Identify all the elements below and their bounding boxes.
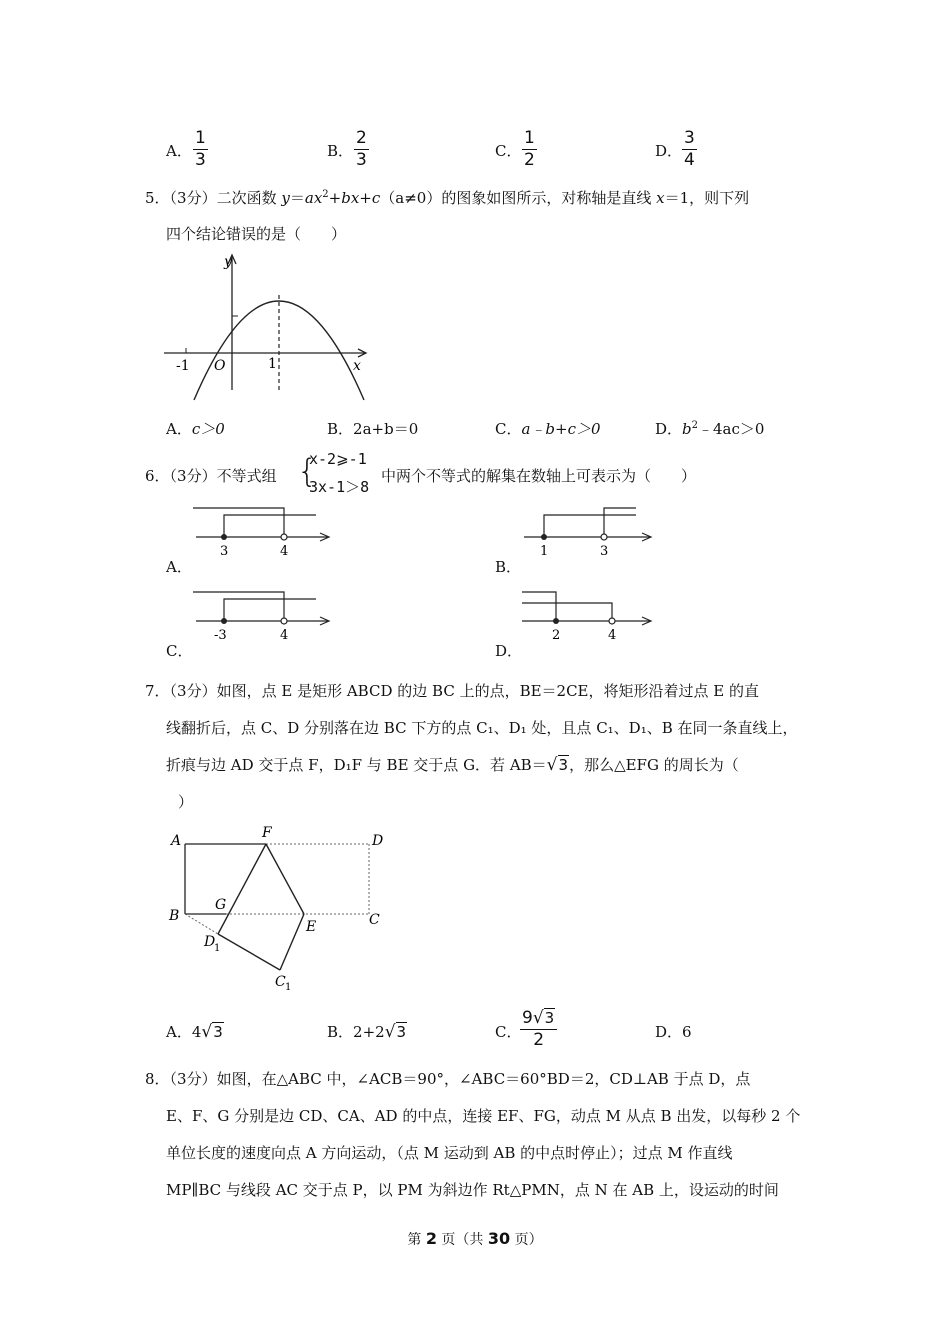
- q6-c-right-label: 4: [280, 628, 289, 643]
- q6-a-right-label: 4: [280, 544, 289, 559]
- q7-label-d: D: [372, 833, 384, 849]
- q7-label-d1-sub: 1: [214, 943, 221, 954]
- q5-graph-neg1-label: -1: [176, 358, 190, 374]
- q4-option-b-fraction: 2 3: [356, 128, 367, 170]
- q7-label-g: G: [215, 897, 227, 913]
- q6-option-c-numberline: [190, 587, 335, 645]
- q6-b-left-label: 1: [540, 544, 549, 559]
- q4-option-d-fraction: 3 4: [684, 128, 695, 170]
- page-footer: 第 2 页（共 30 页）: [407, 1229, 543, 1248]
- footer-page-number: 2: [425, 1229, 437, 1248]
- q7-option-a: A．4√3: [166, 1022, 223, 1042]
- q5-option-c: C．a﹣b+c＞0: [495, 420, 601, 438]
- q7-label-f: F: [262, 825, 272, 841]
- q5-parabola-graph: [160, 250, 375, 405]
- q6-c-left-label: -3: [214, 628, 227, 643]
- q4-option-a-fraction: 1 3: [195, 128, 206, 170]
- q7-label-a: A: [171, 833, 182, 849]
- q6-option-a-numberline: [190, 503, 335, 561]
- q6-option-d-label: D．: [495, 642, 523, 660]
- q7-option-d: D．6: [655, 1023, 692, 1041]
- q8-line3: 单位长度的速度向点 A 方向运动，（点 M 运动到 AB 的中点时停止）；过点 M 作直线: [166, 1144, 733, 1162]
- q7-label-b: B: [169, 908, 180, 924]
- q5-option-a: A．c＞0: [166, 420, 225, 438]
- q6-option-b-label: B．: [495, 558, 522, 576]
- q6-text: 中两个不等式的解集在数轴上可表示为（ ）: [381, 467, 697, 485]
- q7-line3: 折痕与边 AD 交于点 F，D₁F 与 BE 交于点 G．若 AB＝√3，那么△EFG 的周长为（: [166, 755, 739, 775]
- q6-prefix: 6．（3分）不等式组: [145, 467, 277, 485]
- q7-label-c1: C: [275, 974, 286, 990]
- q7-label-c1-sub: 1: [285, 982, 292, 993]
- q8-line2: E、F、G 分别是边 CD、CA、AD 的中点，连接 EF、FG，动点 M 从点 B 出发，以每秒 2 个: [166, 1107, 801, 1125]
- q7-label-c: C: [369, 912, 380, 928]
- q7-line4: ）: [178, 793, 194, 811]
- q7-fold-figure: [163, 820, 393, 995]
- q7-option-b: B．2+2√3: [327, 1022, 407, 1042]
- q6-option-c-label: C．: [166, 642, 193, 660]
- q7-line1: 7．（3分）如图，点 E 是矩形 ABCD 的边 BC 上的点，BE＝2CE，将矩形沿着过点 E 的直: [145, 682, 759, 700]
- q7-label-e: E: [306, 919, 317, 935]
- q8-line1: 8．（3分）如图，在△ABC 中，∠ACB＝90°，∠ABC＝60°BD＝2，CD⊥AB 于点 D，点: [145, 1070, 751, 1088]
- q6-d-left-label: 2: [552, 628, 561, 643]
- q5-graph-y-label: y: [224, 254, 232, 270]
- q5-graph-one-label: 1: [268, 356, 277, 372]
- q5-option-d: D．$b^2﹣4ac>0$: [655, 420, 765, 438]
- q5-graph-origin-label: O: [214, 358, 226, 374]
- q5-line2: 四个结论错误的是（ ）: [166, 225, 347, 243]
- q4-option-a-label: A．: [166, 142, 192, 160]
- q8-line4: MP∥BC 与线段 AC 交于点 P，以 PM 为斜边作 Rt△PMN，点 N 在 AB 上，设运动的时间: [166, 1181, 779, 1199]
- q6-option-a-label: A．: [166, 558, 192, 576]
- q6-b-right-label: 3: [600, 544, 609, 559]
- q5-graph-x-label: x: [353, 358, 361, 374]
- q6-inequality-1: x-2⩾-1: [309, 450, 367, 468]
- q5-line1: 5．（3分）二次函数 $y=ax^2+bx+c(a\ne 0)$的图象如图所示，对称轴是直线 x＝1，则下列: [145, 189, 750, 207]
- q6-brace: {: [297, 452, 318, 490]
- q4-option-c-label: C．: [495, 142, 522, 160]
- q7-option-c-label: C．: [495, 1023, 522, 1041]
- q6-d-right-label: 4: [608, 628, 617, 643]
- q4-option-c-fraction: 1 2: [524, 128, 535, 170]
- q4-option-d-label: D．: [655, 142, 683, 160]
- footer-total-pages: 30: [487, 1229, 511, 1248]
- q4-option-b-label: B．: [327, 142, 354, 160]
- q7-option-c-fraction: 9√3 2: [520, 1009, 557, 1050]
- q7-line2: 线翻折后，点 C、D 分别落在边 BC 下方的点 C₁、D₁ 处，且点 C₁、D₁、B 在同一条直线上，: [166, 719, 798, 737]
- q5-option-b: B．2a+b＝0: [327, 420, 419, 438]
- q6-option-b-numberline: [518, 503, 663, 561]
- q6-option-d-numberline: [518, 587, 663, 645]
- q6-inequality-2: 3x-1＞8: [309, 478, 370, 496]
- q6-a-left-label: 3: [220, 544, 229, 559]
- q7-label-d1: D: [204, 934, 216, 950]
